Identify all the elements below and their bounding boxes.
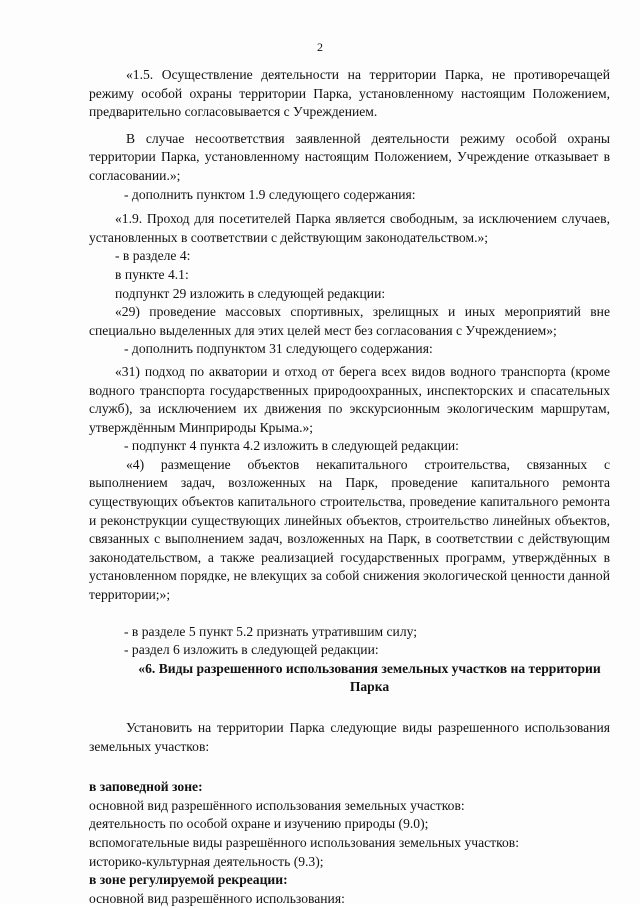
zone-reserve-aux-value: историко-культурная деятельность (9.3);: [89, 853, 324, 869]
paragraph-31: «31) подход по акватории и отход от берега всех видов водного транспорта (кроме водного транспорта государственных природоохранных, инспекторских и спасательных служб), за исключением их движения по экскурсионным экологическим маршрутам, утверждённым Минприроды Крыма.»;: [89, 363, 610, 435]
paragraph-section-6: - раздел 6 изложить в следующей редакции:: [124, 642, 379, 658]
paragraph-add-1-9: - дополнить пунктом 1.9 следующего содержания:: [124, 186, 416, 202]
paragraph-section-4: - в разделе 4:: [115, 248, 191, 264]
zone-reserve-aux-label: вспомогательные виды разрешённого использования земельных участков:: [89, 834, 520, 850]
paragraph-establish: Установить на территории Парка следующие виды разрешенного использования земельных участков:: [89, 720, 610, 754]
paragraph-point-4-1: в пункте 4.1:: [115, 266, 189, 282]
paragraph-section-5: - в разделе 5 пункт 5.2 признать утратившим силу;: [124, 623, 418, 639]
page-number: 2: [317, 40, 323, 54]
paragraph-refusal: В случае несоответствия заявленной деятельности режиму особой охраны территории Парка, установленному настоящим Положением, Учреждение отказывает в согласовании.»;: [89, 130, 610, 183]
paragraph-1-5: «1.5. Осуществление деятельности на территории Парка, не противоречащей режиму особой охраны территории Парка, установленному настоящим Положением, предварительно согласовывается с Учреждением.: [89, 67, 610, 120]
document-body: [89, 66, 610, 908]
zone-reserve-title: в заповедной зоне:: [89, 779, 203, 795]
paragraph-29: «29) проведение массовых спортивных, зрелищных и иных мероприятий вне специально выделенных для этих целей мест без согласования с Учреждением»;: [89, 304, 610, 338]
zone-reserve-main-value: деятельность по особой охране и изучению природы (9.0);: [89, 816, 429, 832]
section-6-heading: «6. Виды разрешенного использования земельных участков на территории Парка: [138, 660, 601, 695]
paragraph-1-9: «1.9. Проход для посетителей Парка является свободным, за исключением случаев, установленных в соответствии с действующим законодательством.»;: [89, 211, 610, 245]
paragraph-add-31: - дополнить подпунктом 31 следующего содержания:: [124, 341, 433, 357]
zone-recreation-main-label: основной вид разрешённого использования:: [89, 890, 345, 906]
paragraph-subpoint-29: подпункт 29 изложить в следующей редакции:: [115, 285, 386, 301]
zone-reserve-main-label: основной вид разрешённого использования земельных участков:: [89, 797, 465, 813]
paragraph-4: «4) размещение объектов некапитального строительства, связанных с выполнением задач, возложенных на Парк, проведение капитального ремонта существующих объектов капитального строительства, проведение капитального ремонта и реконструкции существующих линейных объектов, строительство линейных объектов, связанных с выполнением задач, возложенных на Парк, в соответствии с действующим законодательством, а также реализацией государственных программ, утверждённых в установленном порядке, не влекущих за собой снижения экологической ценности данной территории;»;: [89, 456, 610, 603]
paragraph-subpoint-4: - подпункт 4 пункта 4.2 изложить в следующей редакции:: [124, 438, 459, 454]
zone-recreation-title: в зоне регулируемой рекреации:: [89, 872, 288, 888]
